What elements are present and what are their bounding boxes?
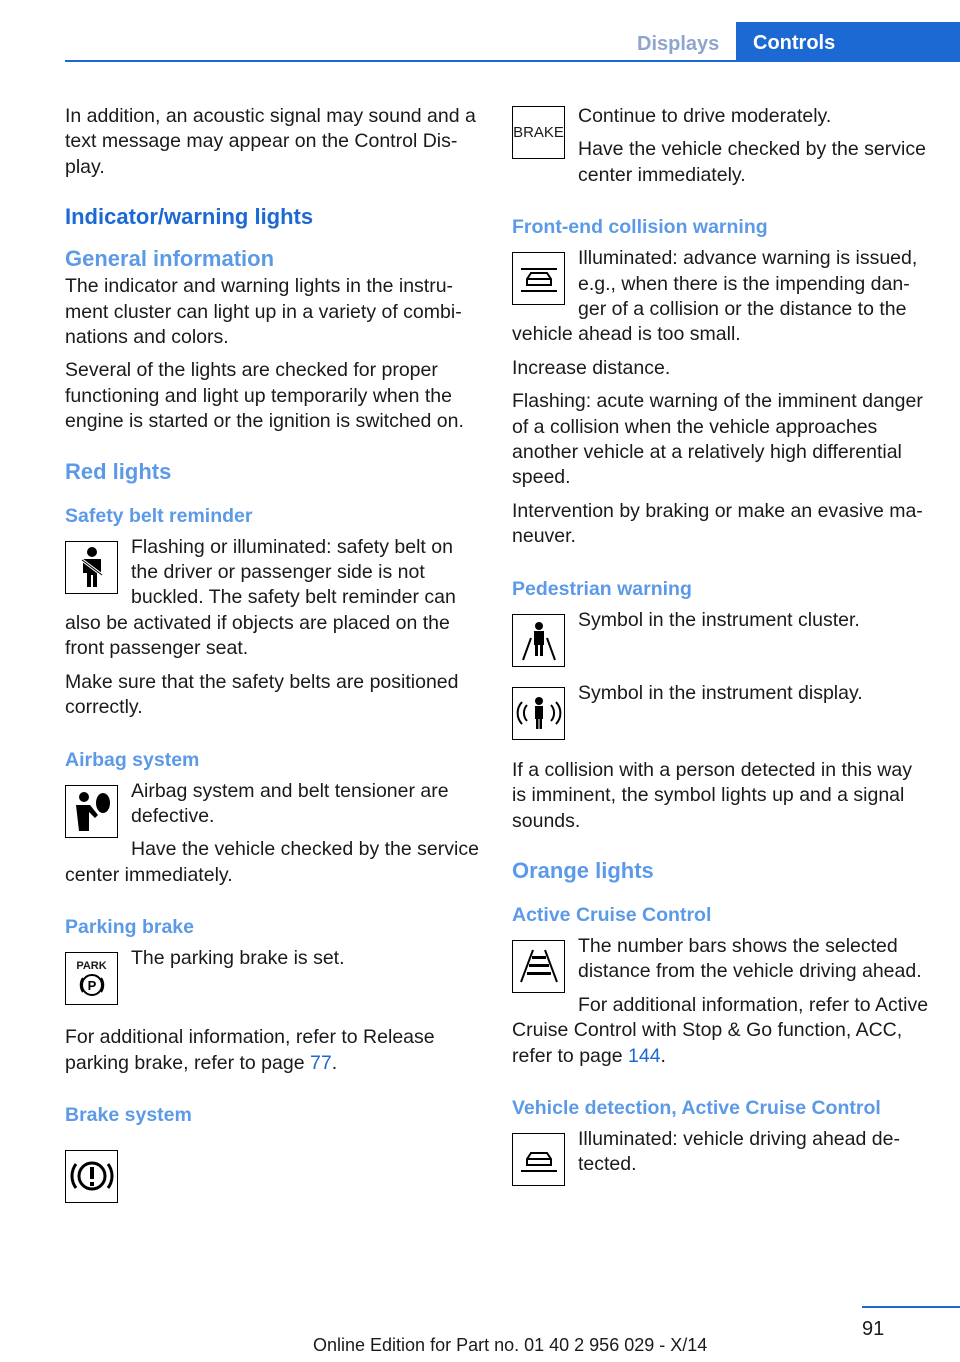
pedestrian-text-3: If a collision with a person detected in this way is imminent, the symbol lights up and a signal sounds. [512, 758, 912, 832]
frontend-text-3: Flashing: acute warning of the imminent danger of a collision when the vehicle approaches another vehicle at a relatively high differential speed. [512, 390, 923, 489]
intro-text: In addition, an acoustic signal may sound and a text message may appear on the Control Display. [65, 105, 476, 178]
page-link-77[interactable]: 77 [309, 1051, 332, 1074]
heading-red-lights: Red lights [65, 458, 172, 484]
svg-text:P: P [87, 977, 96, 993]
airbag-text-2: Have the vehicle checked by the service center immediately. [65, 838, 479, 886]
brake-text-1: Continue to drive moderately. [578, 105, 832, 127]
vehicle-text-1: Illuminated: vehicle driving ahead detected. [578, 1127, 900, 1176]
brake-text-2: Have the vehicle checked by the service center immediately. [578, 138, 926, 186]
frontend-text-2: Increase distance. [512, 356, 671, 379]
safety-belt-icon [65, 541, 118, 594]
pedestrian-display-icon [512, 687, 565, 740]
frontend-text-1: Illuminated: advance warning is issued, e.g., when there is the impending danger of a collision or the distance to the vehicle ahead is too small. [512, 247, 918, 346]
pedestrian-cluster-icon [512, 614, 565, 667]
acc-text-2-pre: For additional information, refer to Active Cruise Control with Stop & Go function, ACC, refer to page [512, 993, 929, 1067]
brake-icon-label: BRAKE [513, 124, 564, 141]
general-text-2: Several of the lights are checked for proper functioning and light up temporarily when the engine is started or the ignition is switched on. [65, 359, 464, 433]
acc-text-2-post: . [660, 1044, 666, 1067]
brake-text-icon [512, 106, 565, 159]
parking-text-1: The parking brake is set. [131, 947, 345, 970]
park-label: PARK [76, 959, 107, 972]
heading-front-end-collision-warning: Front-end collision warning [512, 216, 768, 239]
vehicle-detection-block [512, 1127, 930, 1178]
airbag-text-1: Airbag system and belt tensioner are defective. [131, 779, 449, 827]
airbag-icon [65, 785, 118, 838]
pedestrian-cluster-block [512, 608, 930, 671]
frontend-text-4: Intervention by braking or make an evasive maneuver. [512, 499, 923, 548]
page-number-rule [862, 1306, 960, 1308]
brake-system-block [65, 1134, 482, 1144]
heading-brake-system: Brake system [65, 1103, 192, 1126]
parking-brake-icon [65, 952, 118, 1005]
parking-text-2-pre: For additional information, refer to Release parking brake, refer to page [65, 1026, 435, 1074]
heading-active-cruise-control: Active Cruise Control [512, 903, 712, 926]
page-number: 91 [862, 1318, 885, 1340]
left-column [65, 104, 482, 1207]
pedestrian-display-block [512, 681, 930, 744]
pedestrian-text-2: Symbol in the instrument display. [578, 681, 863, 704]
safety-belt-block [65, 535, 482, 662]
header-rule [65, 60, 960, 62]
edition-footer: Online Edition for Part no. 01 40 2 956 029 - X/14 [313, 1335, 708, 1355]
airbag-block [65, 779, 482, 889]
heading-general-information: General information [65, 246, 275, 272]
pedestrian-text-1: Symbol in the instrument cluster. [578, 608, 860, 631]
heading-parking-brake: Parking brake [65, 916, 194, 939]
front-end-block [512, 246, 930, 348]
parking-text-2-post: . [331, 1051, 338, 1074]
acc-text-2 [512, 993, 930, 1069]
front-end-collision-icon [512, 252, 565, 305]
general-text-1: The indicator and warning lights in the instrument cluster can light up in a variety of combinations and colors. [65, 275, 462, 349]
heading-orange-lights: Orange lights [512, 857, 654, 883]
heading-airbag-system: Airbag system [65, 748, 200, 771]
right-column [512, 104, 930, 1190]
page-link-144[interactable]: 144 [628, 1044, 661, 1067]
belt-text-2: Make sure that the safety belts are positioned correctly. [65, 670, 459, 719]
page-header [0, 0, 960, 62]
brake-warning-icon [65, 1150, 118, 1203]
heading-vehicle-detection: Vehicle detection, Active Cruise Control [512, 1096, 881, 1119]
vehicle-detection-icon [512, 1133, 565, 1186]
parking-text-2 [65, 1025, 482, 1076]
tab-controls[interactable]: Controls [736, 22, 960, 62]
heading-pedestrian-warning: Pedestrian warning [512, 577, 692, 600]
belt-text-1: Flashing or illuminated: safety belt on the driver or passenger side is not buckled. The safety belt reminder can also be activated if objects are placed on the front passenger seat. [65, 535, 456, 660]
brake-continue-block [512, 104, 930, 188]
heading-indicator-warning-lights: Indicator/warning lights [65, 204, 314, 230]
heading-safety-belt-reminder: Safety belt reminder [65, 504, 253, 527]
acc-block [512, 934, 930, 985]
tab-displays[interactable]: Displays [637, 33, 720, 55]
cruise-distance-icon [512, 940, 565, 993]
parking-brake-block [65, 946, 482, 1009]
acc-text-1: The number bars shows the selected distance from the vehicle driving ahead. [578, 934, 922, 983]
